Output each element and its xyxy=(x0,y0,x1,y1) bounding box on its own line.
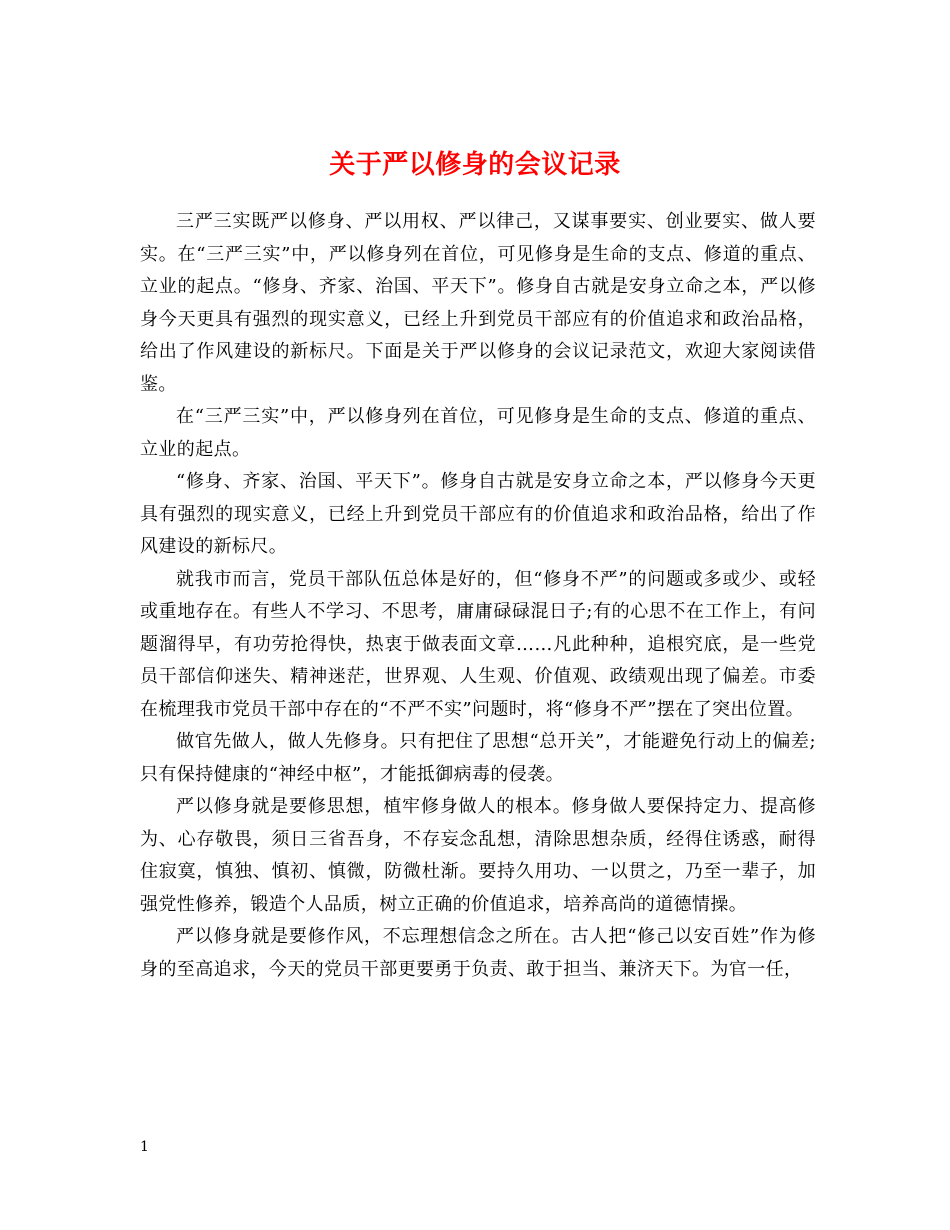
document-title: 关于严以修身的会议记录 xyxy=(329,150,621,181)
paragraph-cultivate-thought: 严以修身就是要修思想，植牢修身做人的根本。修身做人要保持定力、提高修为、心存敬畏，须日三省吾身，不存妄念乱想，清除思想杂质，经得住诱惑，耐得住寂寞，慎独、慎初、慎微，防微杜渐。要持久用功、一以贯之，乃至一辈子，加强党性修养，锻造个人品质，树立正确的价值追求，培养高尚的道德情操。 xyxy=(140,796,816,915)
paragraph-self-cultivation: “修身、齐家、治国、平天下”。修身自古就是安身立命之本，严以修身今天更具有强烈的现实意义，已经上升到党员干部应有的价值追求和政治品格，给出了作风建设的新标尺。 xyxy=(140,471,816,557)
paragraph-be-official: 做官先做人，做人先修身。只有把住了思想“总开关”，才能避免行动上的偏差;只有保持健康的“神经中枢”，才能抵御病毒的侵袭。 xyxy=(140,731,816,785)
paragraph-three-stricts: 在“三严三实”中，严以修身列在首位，可见修身是生命的支点、修道的重点、立业的起点。 xyxy=(140,406,816,460)
document-body xyxy=(140,206,816,986)
page-number: 1 xyxy=(140,1139,149,1155)
paragraph-intro: 三严三实既严以修身、严以用权、严以律己，又谋事要实、创业要实、做人要实。在“三严三实”中，严以修身列在首位，可见修身是生命的支点、修道的重点、立业的起点。“修身、齐家、治国、平天下”。修身自古就是安身立命之本，严以修身今天更具有强烈的现实意义，已经上升到党员干部应有的价值追求和政治品格，给出了作风建设的新标尺。下面是关于严以修身的会议记录范文，欢迎大家阅读借鉴。 xyxy=(140,211,816,395)
paragraph-city-situation: 就我市而言，党员干部队伍总体是好的，但“修身不严”的问题或多或少、或轻或重地存在。有些人不学习、不思考，庸庸碌碌混日子;有的心思不在工作上，有问题溜得早，有功劳抢得快，热衷于做表面文章……凡此种种，追根究底，是一些党员干部信仰迷失、精神迷茫，世界观、人生观、价值观、政绩观出现了偏差。市委在梳理我市党员干部中存在的“不严不实”问题时，将“修身不严”摆在了突出位置。 xyxy=(140,568,816,720)
paragraph-cultivate-style: 严以修身就是要修作风，不忘理想信念之所在。古人把“修己以安百姓”作为修身的至高追求，今天的党员干部更要勇于负责、敢于担当、兼济天下。为官一任， xyxy=(140,926,816,980)
